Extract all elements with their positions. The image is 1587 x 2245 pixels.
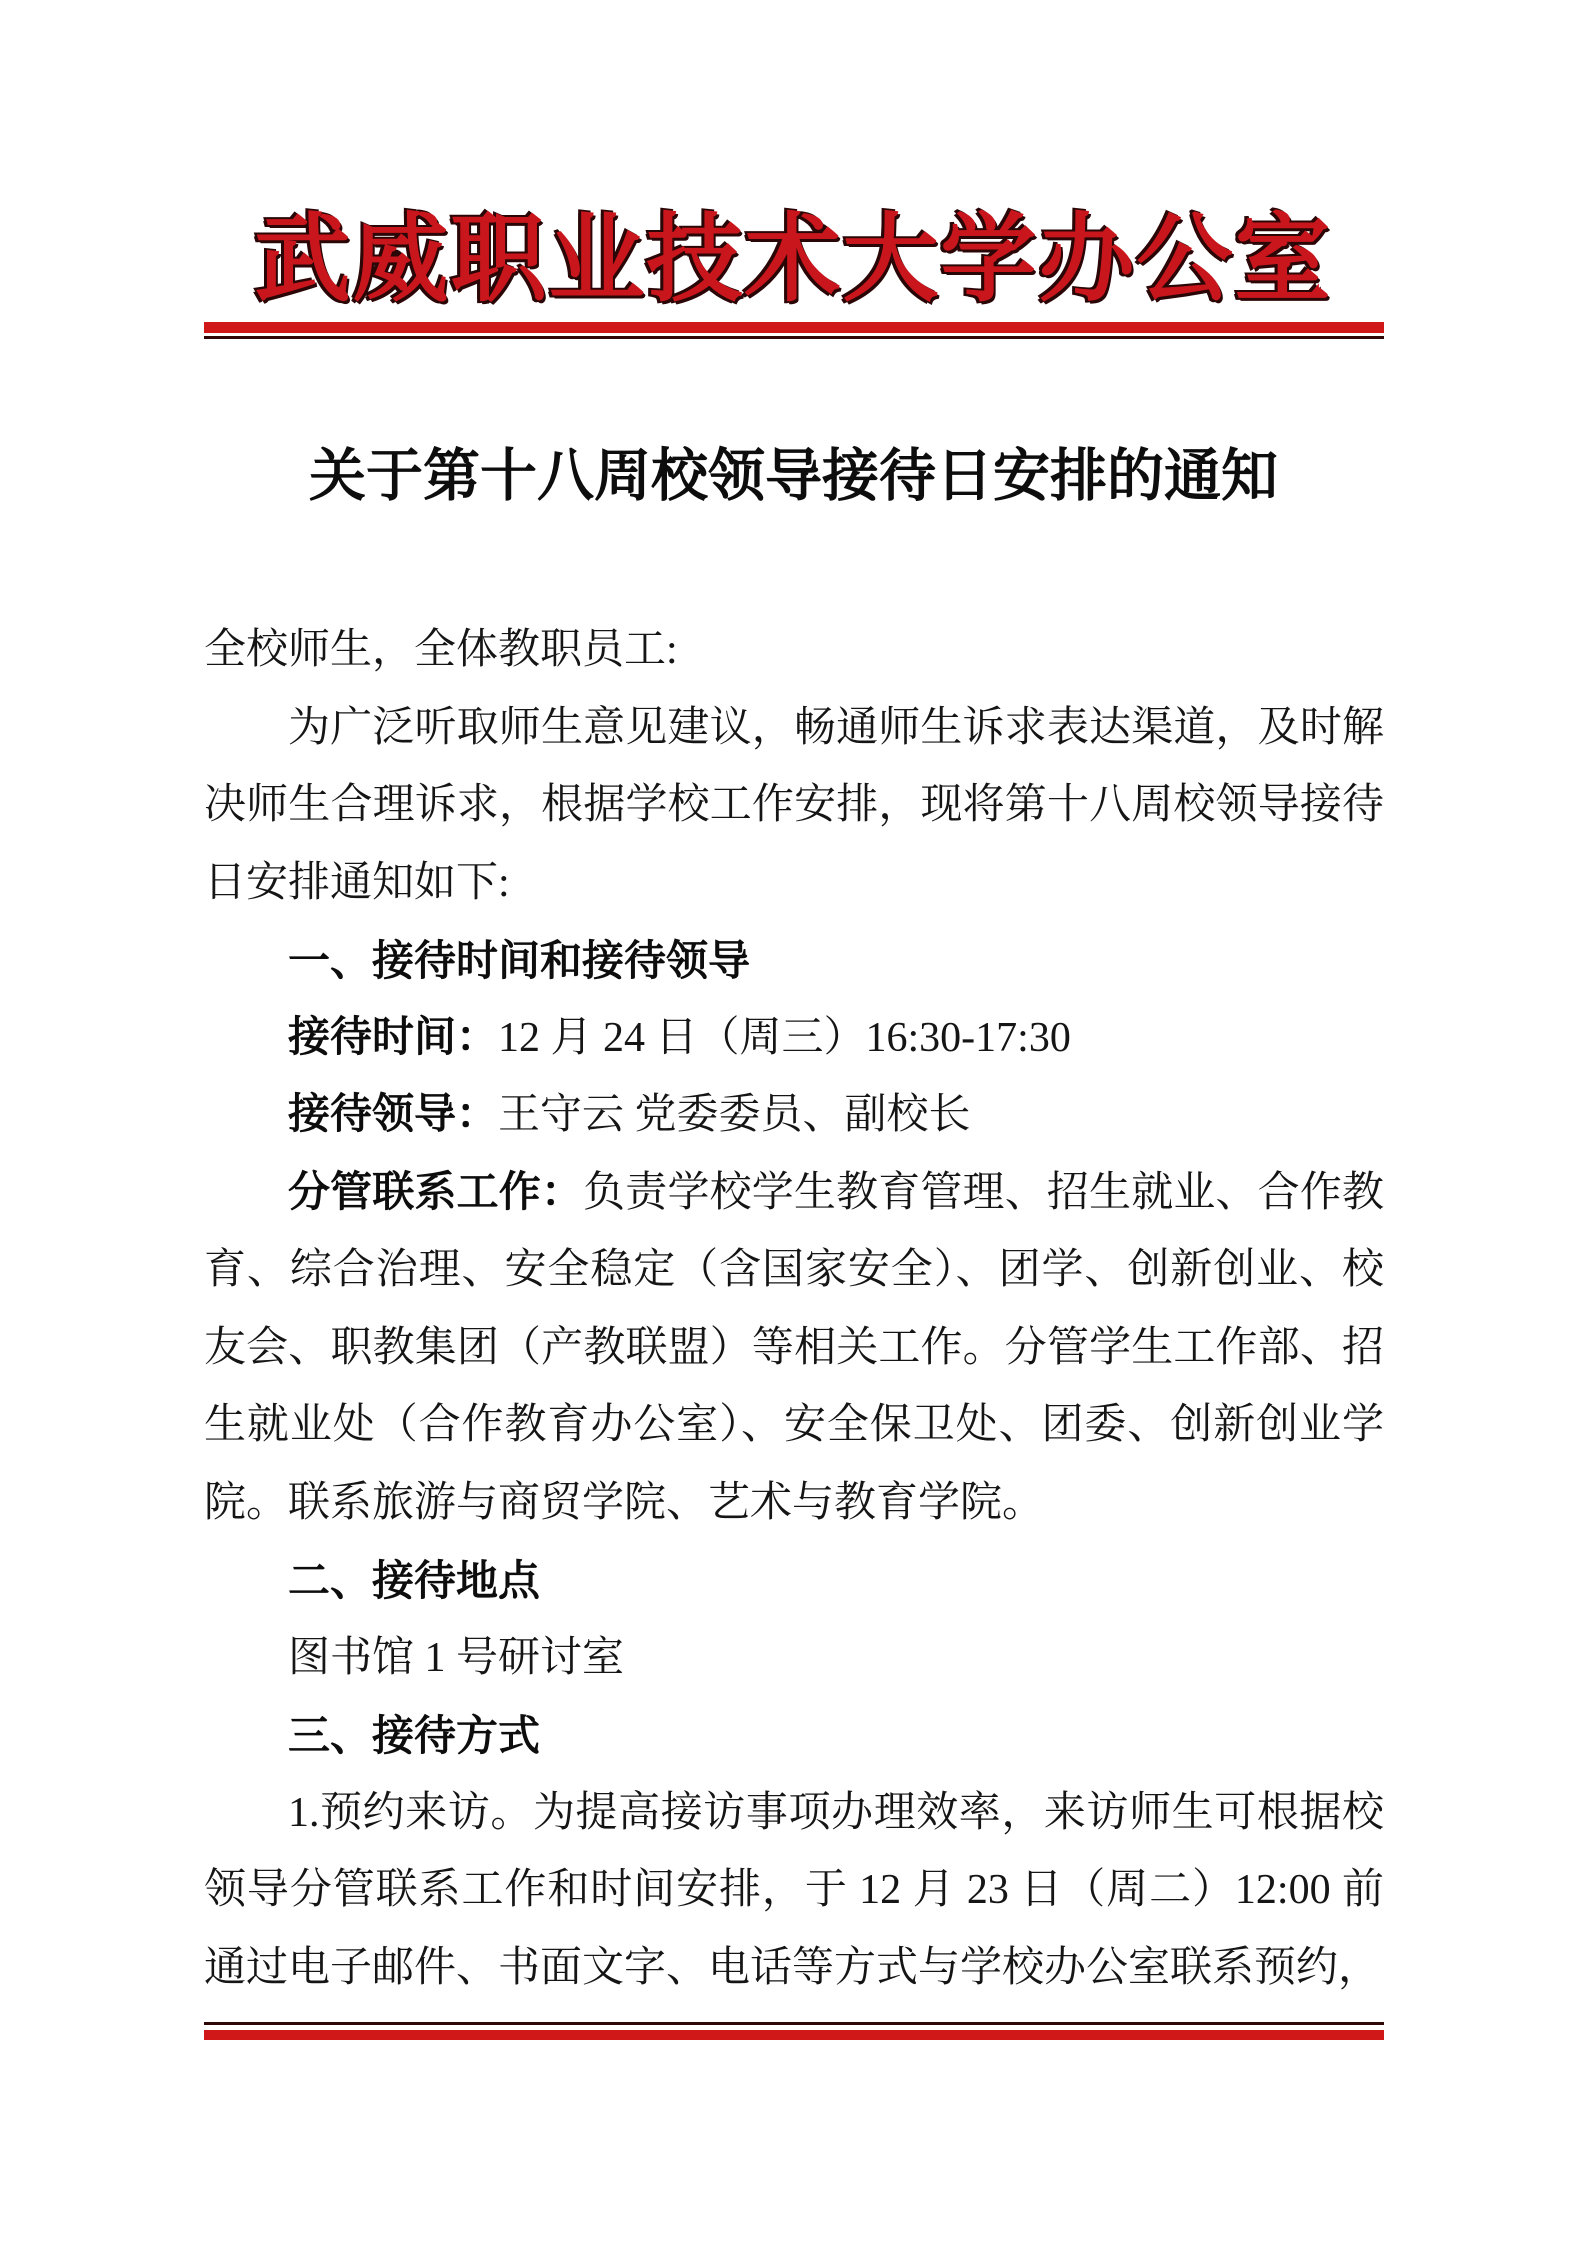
intro-paragraph: 为广泛听取师生意见建议，畅通师生诉求表达渠道，及时解决师生合理诉求，根据学校工作安排，现将第十八周校领导接待日安排通知如下: — [204, 704, 1384, 906]
masthead-divider-thick-line — [204, 322, 1384, 333]
reception-time-label: 接待时间： — [288, 1014, 499, 1061]
duty-scope-paragraph — [204, 1155, 1384, 1543]
section2-heading: 二、接待地点 — [288, 1557, 541, 1604]
appointment-paragraph: 1.预约来访。为提高接访事项办理效率，来访师生可根据校领导分管联系工作和时间安排，于 12 月 23 日（周二）12:00 前通过电子邮件、书面文字、电话等方式与学校办公室联系预约， — [204, 1789, 1384, 1991]
reception-leader-value: 王守云 党委委员、副校长 — [498, 1092, 971, 1138]
notice-body — [204, 612, 1384, 2007]
section3-heading: 三、接待方式 — [288, 1712, 541, 1759]
duty-scope-label: 分管联系工作： — [288, 1169, 584, 1216]
duty-scope-value: 负责学校学生教育管理、招生就业、合作教育、综合治理、安全稳定（含国家安全）、团学、创新创业、校友会、职教集团（产教联盟）等相关工作。分管学生工作部、招生就业处（合作教育办公室）、安全保卫处、团委、创新创业学院。联系旅游与商贸学院、艺术与教育学院。 — [204, 1169, 1384, 1526]
reception-time-line — [204, 1000, 1384, 1078]
reception-location: 图书馆 1 号研讨室 — [288, 1634, 625, 1681]
footer-divider-thick-line — [204, 2030, 1384, 2040]
masthead: 武威职业技术大学办公室 — [254, 206, 1333, 313]
reception-time-value: 12 月 24 日（周三）16:30-17:30 — [498, 1014, 1071, 1061]
masthead-divider — [204, 322, 1384, 339]
footer-divider — [204, 2022, 1384, 2040]
reception-leader-line — [204, 1077, 1384, 1155]
footer-divider-thin-line — [204, 2022, 1384, 2025]
notice-title: 关于第十八周校领导接待日安排的通知 — [309, 445, 1278, 508]
masthead-divider-thin-line — [204, 336, 1384, 339]
reception-leader-label: 接待领导： — [288, 1092, 499, 1138]
salutation: 全校师生，全体教职员工: — [204, 627, 678, 673]
section1-heading: 一、接待时间和接待领导 — [288, 937, 751, 984]
